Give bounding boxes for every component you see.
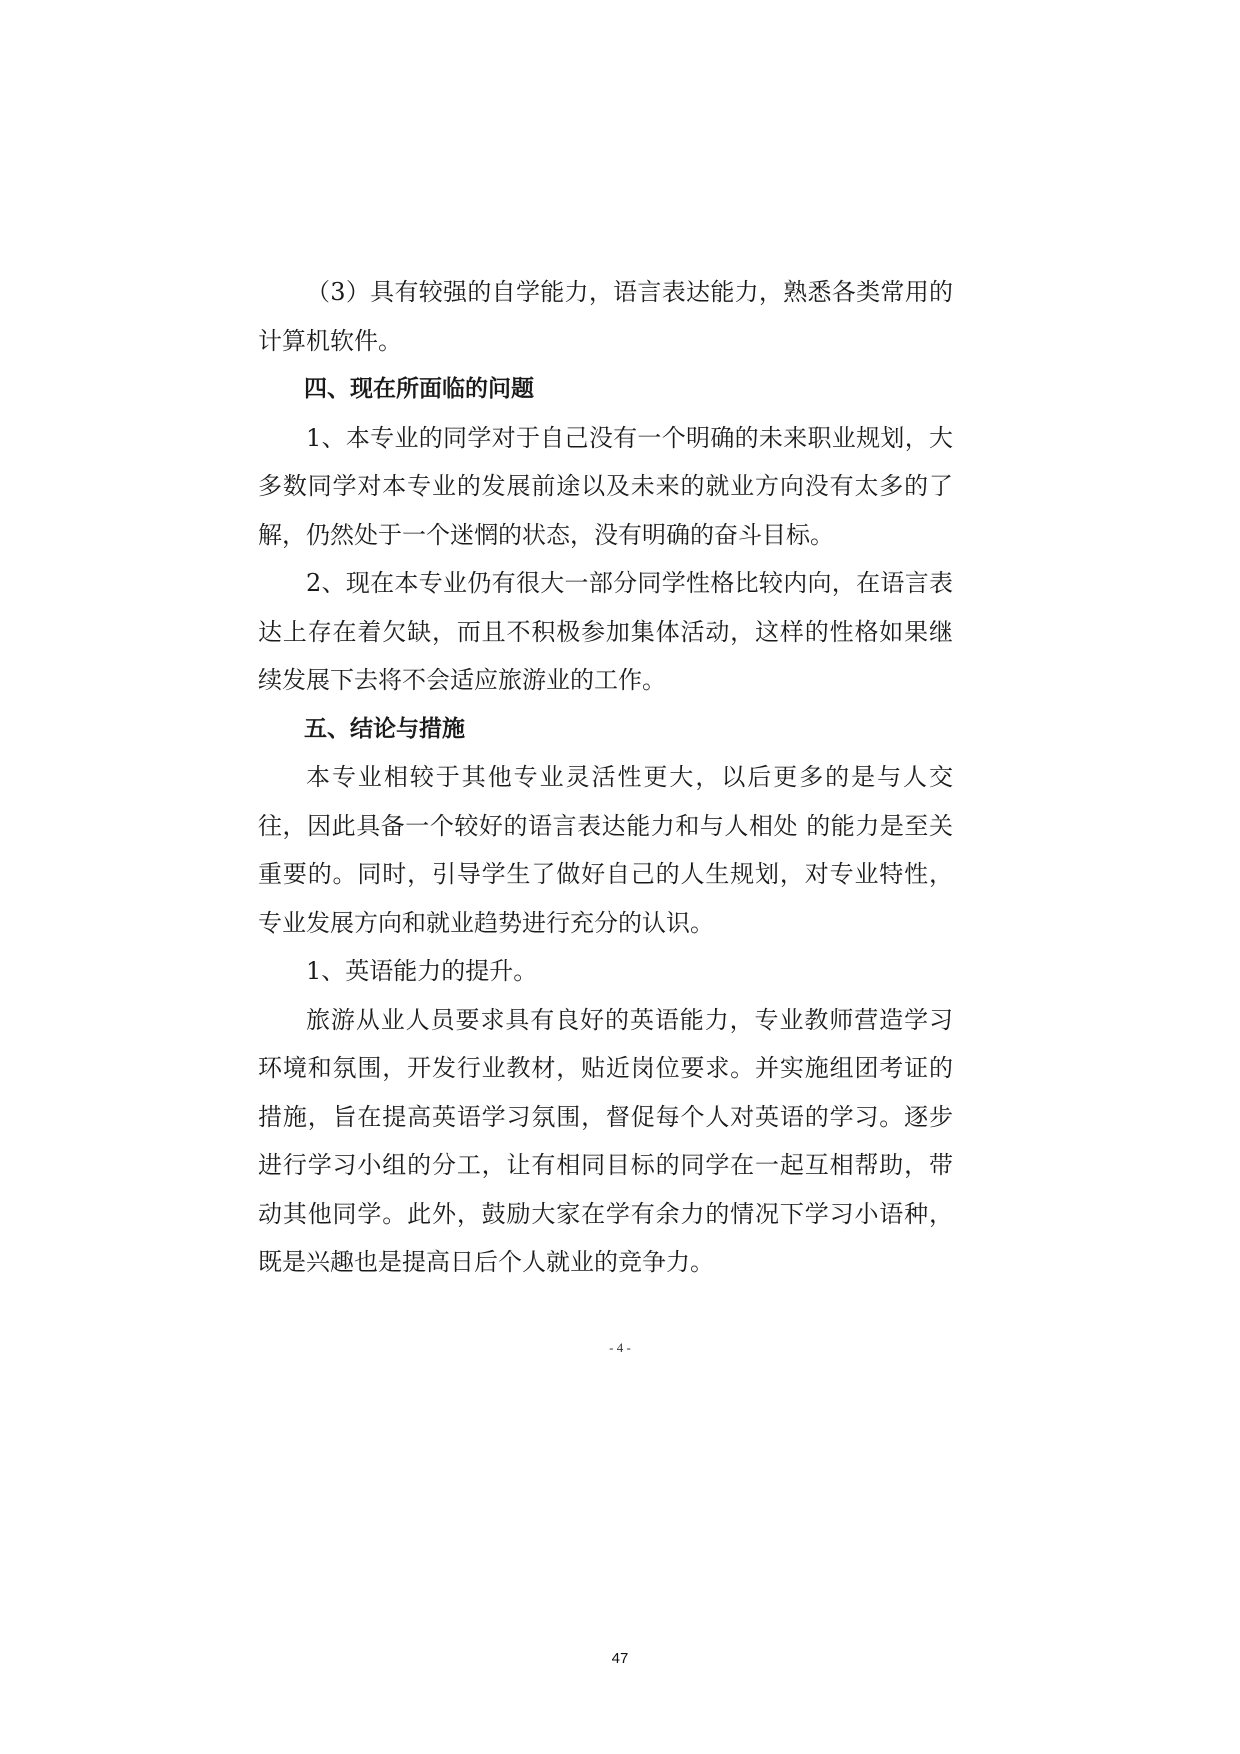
paragraph-problem-2: 2、现在本专业仍有很大一部分同学性格比较内向，在语言表达上存在着欠缺，而且不积极参加集体活动，这样的性格如果继续发展下去将不会适应旅游业的工作。 [258,569,953,694]
paragraph-conclusion-intro: 本专业相较于其他专业灵活性更大，以后更多的是与人交往，因此具备一个较好的语言表达能力和与人相处 的能力是至关重要的。同时，引导学生了做好自己的人生规划，对专业特性，专业发展方向和就业趋势进行充分的认识。 [258,763,953,937]
paragraph-measure-1-body: 旅游从业人员要求具有良好的英语能力，专业教师营造学习环境和氛围，开发行业教材，贴近岗位要求。并实施组团考证的措施，旨在提高英语学习氛围，督促每个人对英语的学习。逐步进行学习小组的分工，让有相同目标的同学在一起互相帮助，带动其他同学。此外，鼓励大家在学有余力的情况下学习小语种，既是兴趣也是提高日后个人就业的竞争力。 [258,1005,953,1276]
inner-page-number: - 4 - [609,1340,631,1355]
paragraph-ability-3: （3）具有较强的自学能力，语言表达能力，熟悉各类常用的计算机软件。 [258,278,953,355]
document-body [258,268,953,1287]
section-heading-problems: 四、现在所面临的问题 [304,376,534,402]
paragraph-measure-1-title: 1、英语能力的提升。 [306,957,538,985]
page-number: 47 [611,1650,629,1667]
section-heading-conclusion: 五、结论与措施 [304,715,465,742]
paragraph-problem-1: 1、本专业的同学对于自己没有一个明确的未来职业规划，大多数同学对本专业的发展前途以及未来的就业方向没有太多的了解，仍然处于一个迷惘的状态，没有明确的奋斗目标。 [258,423,953,549]
